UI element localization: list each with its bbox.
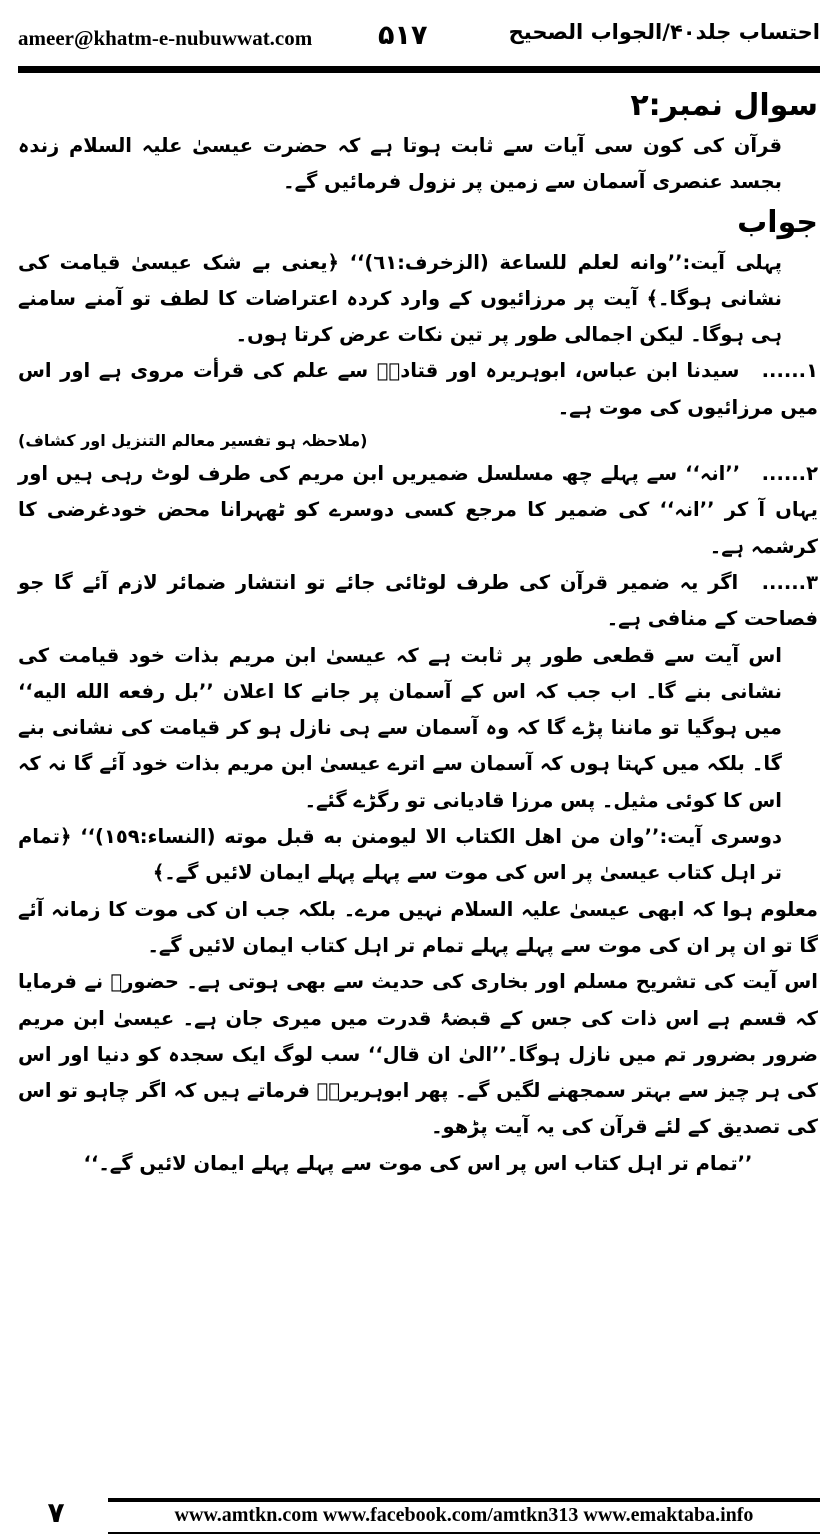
header-book-title: احتساب جلد۴۰/الجواب الصحیح [508,20,820,44]
second-verse-explanation: معلوم ہوا کہ ابھی عیسیٰ علیہ السلام نہیں مرے۔ بلکہ جب ان کی موت کا زمانہ آئے گا تو ان پر ان کی موت سے پہلے پہلے تمام تر اہل کتاب ایمان لائیں گے۔ [18,897,818,957]
footer-urls[interactable]: www.amtkn.com www.facebook.com/amtkn313 www.emaktaba.info [174,1504,754,1526]
footer-page-number: ۷ [18,1494,94,1532]
answer-heading: جواب [737,204,818,240]
point-1 [18,353,818,426]
page-footer [12,1494,820,1534]
point-1-reference-line [18,426,818,456]
point-3 [18,565,818,638]
first-verse-paragraph: پہلی آیت:’’وانه لعلم للساعة (الزخرف:٦١)‘‘ ﴿یعنی بے شک عیسیٰ قیامت کی نشانی ہوگا۔﴾ آیت پر مرزائیوں کے وارد کردہ اعتراضات کا لطف تو آمنے سامنے ہی ہوگا۔ لیکن اجمالی طور پر تین نکات عرض کرتا ہوں۔ [18,250,782,347]
point-1-text: سیدنا ابن عباس، ابوہریرہ اور قتادہؓ سے علم کی قرأت مروی ہے اور اس میں مرزائیوں کی موت ہے۔ [18,359,818,419]
point-2-text: ’’انہ‘‘ سے پہلے چھ مسلسل ضمیریں ابن مریم کی طرف لوٹ رہی ہیں اور یہاں آ کر ’’انہ‘‘ کی ضمیر کا مرجع کسی دوسرے کو ٹھہرانا محض خودغرضی کا کرشمہ ہے۔ [18,462,818,558]
point-3-number: ۳...... [761,570,818,594]
header-rule [18,66,820,73]
question-text: قرآن کی کون سی آیات سے ثابت ہوتا ہے کہ حضرت عیسیٰ علیہ السلام زندہ بجسد عنصری آسمان سے زمین پر نزول فرمائیں گے۔ [18,134,782,194]
page-content [18,84,818,1182]
point-3-text: اگر یہ ضمیر قرآن کی طرف لوٹائی جائے تو انتشار ضمائر لازم آئے گا جو فصاحت کے منافی ہے۔ [18,570,818,631]
page-header [18,18,820,58]
header-email: ameer@khatm-e-nubuwwat.com [18,26,313,50]
hadith-paragraph: اس آیت کی تشریح مسلم اور بخاری کی حدیث سے بھی ہوتی ہے۔ حضورﷺ نے فرمایا کہ قسم ہے اس ذات کی جس کے قبضۂ قدرت میں میری جان ہے۔ عیسیٰ ابن مریم ضرور بضرور تم میں نازل ہوگا۔’’الیٰ ان قال‘‘ سب لوگ ایک سجدہ کو دنیا اور اس کی ہر چیز سے بہتر سمجھنے لگیں گے۔ پھر ابوہریرہؓ فرماتے ہیں کہ اگر چاہو تو اس کی تصدیق کے لئے قرآن کی یہ آیت پڑھو۔ [18,970,818,1139]
point-2-number: ۲...... [761,462,818,486]
second-verse-paragraph: دوسری آیت:’’وان من اهل الكتاب الا ليومنن به قبل موته (النساء:١٥٩)‘‘ ﴿تمام تر اہل کتاب عیسیٰ پر اس کی موت سے پہلے پہلے ایمان لائیں گے۔﴾ [18,825,782,885]
header-page-number: ۵۱۷ [378,20,428,51]
closing-quote: ’’تمام تر اہل کتاب اس پر اس کی موت سے پہلے پہلے ایمان لائیں گے۔‘‘ [83,1151,753,1175]
point-1-reference: (ملاحظہ ہو تفسیر معالم التنزیل اور کشاف) [18,431,368,451]
point-2 [18,456,818,565]
point-1-number: ۱...... [761,359,818,383]
conclusion-paragraph: اس آیت سے قطعی طور پر ثابت ہے کہ عیسیٰ ابن مریم بذات خود قیامت کی نشانی بنے گا۔ اب جب کہ اس کے آسمان پر جانے کا اعلان ’’بل رفعه الله اليه‘‘ میں ہوگیا تو ماننا پڑے گا کہ وہ آسمان سے ہی نازل ہو کر قیامت کی نشانی بنے گا۔ بلکہ میں کہتا ہوں کہ آسمان سے اترے عیسیٰ ابن مریم بذات خود آئے گا نہ کہ اس کا کوئی مثیل۔ پس مرزا قادیانی تو رگڑے گئے۔ [18,643,783,812]
question-heading: سوال نمبر:۲ [630,88,818,123]
